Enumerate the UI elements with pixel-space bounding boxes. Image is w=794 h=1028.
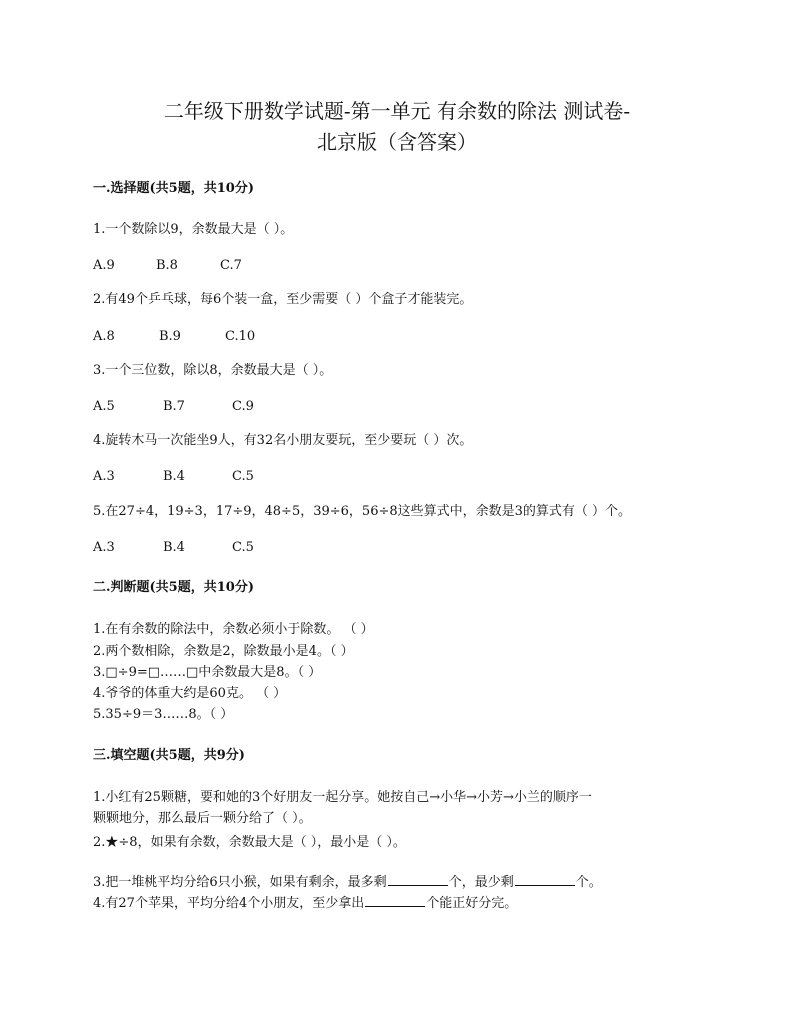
section-heading-fill-in: 三.填空题(共5题，共9分) — [93, 748, 245, 763]
option-b: B.9 — [159, 329, 181, 344]
option-a: A.3 — [93, 540, 115, 555]
section-heading-choice: 一.选择题(共5题，共10分) — [93, 181, 254, 196]
question-text — [93, 894, 517, 913]
question-text: 1.小红有25颗糖，要和她的3个好朋友一起分享。她按自己→小华→小芳→小兰的顺序一 — [93, 790, 592, 805]
question-text-part: 个。 — [575, 875, 602, 890]
question-text: 3.一个三位数，除以8，余数最大是（ ）。 — [93, 363, 333, 378]
question-text — [93, 873, 602, 892]
question-text: 4.爷爷的体重大约是60克。 （ ） — [93, 686, 287, 701]
question-text-part: 个能正好分完。 — [426, 896, 518, 911]
option-a: A.5 — [93, 399, 115, 414]
question-text-part: 4.有27个苹果，平均分给4个小朋友，至少拿出 — [93, 896, 365, 911]
question-text-part: 3.把一堆桃平均分给6只小猴，如果有剩余，最多剩 — [93, 875, 387, 890]
option-a: A.3 — [93, 469, 115, 484]
question-text-continued: 颗颗地分，那么最后一颗分给了（ ）。 — [93, 811, 312, 826]
question-text: 2.两个数相除，余数是2，除数最小是4。（ ） — [93, 644, 354, 659]
question-text: 1.在有余数的除法中，余数必须小于除数。 （ ） — [93, 622, 374, 637]
option-c: C.10 — [225, 329, 256, 344]
question-text: 2.有49个乒乓球，每6个装一盒，至少需要（ ）个盒子才能装完。 — [93, 292, 473, 307]
option-b: B.4 — [163, 540, 185, 555]
option-c: C.5 — [232, 540, 254, 555]
question-text: 1.一个数除以9，余数最大是（ ）。 — [93, 222, 294, 237]
option-a: A.8 — [93, 329, 115, 344]
answer-blank[interactable] — [388, 873, 448, 886]
option-b: B.4 — [163, 469, 185, 484]
option-c: C.9 — [232, 399, 254, 414]
option-a: A.9 — [93, 258, 115, 273]
document-title-line-1: 二年级下册数学试题-第一单元 有余数的除法 测试卷- — [163, 99, 631, 123]
section-heading-judgment: 二.判断题(共5题，共10分) — [93, 580, 254, 595]
option-b: B.8 — [156, 258, 178, 273]
document-title-line-2: 北京版（含答案） — [317, 130, 477, 154]
question-text: 4.旋转木马一次能坐9人，有32名小朋友要玩，至少要玩（ ）次。 — [93, 433, 473, 448]
question-text: 2.★÷8，如果有余数，余数最大是（ ），最小是（ ）。 — [93, 835, 406, 850]
question-text-part: 个，最少剩 — [448, 875, 514, 890]
question-text: 5.在27÷4，19÷3，17÷9，48÷5，39÷6，56÷8这些算式中，余数是3的算式有（ ）个。 — [93, 504, 632, 519]
question-text: 3.□÷9=□……□中余数最大是8。（ ） — [93, 665, 322, 680]
answer-blank[interactable] — [515, 873, 575, 886]
option-b: B.7 — [163, 399, 185, 414]
option-c: C.5 — [232, 469, 254, 484]
answer-blank[interactable] — [365, 894, 425, 907]
question-text: 5.35÷9＝3……8。（ ） — [93, 707, 234, 722]
option-c: C.7 — [220, 258, 242, 273]
